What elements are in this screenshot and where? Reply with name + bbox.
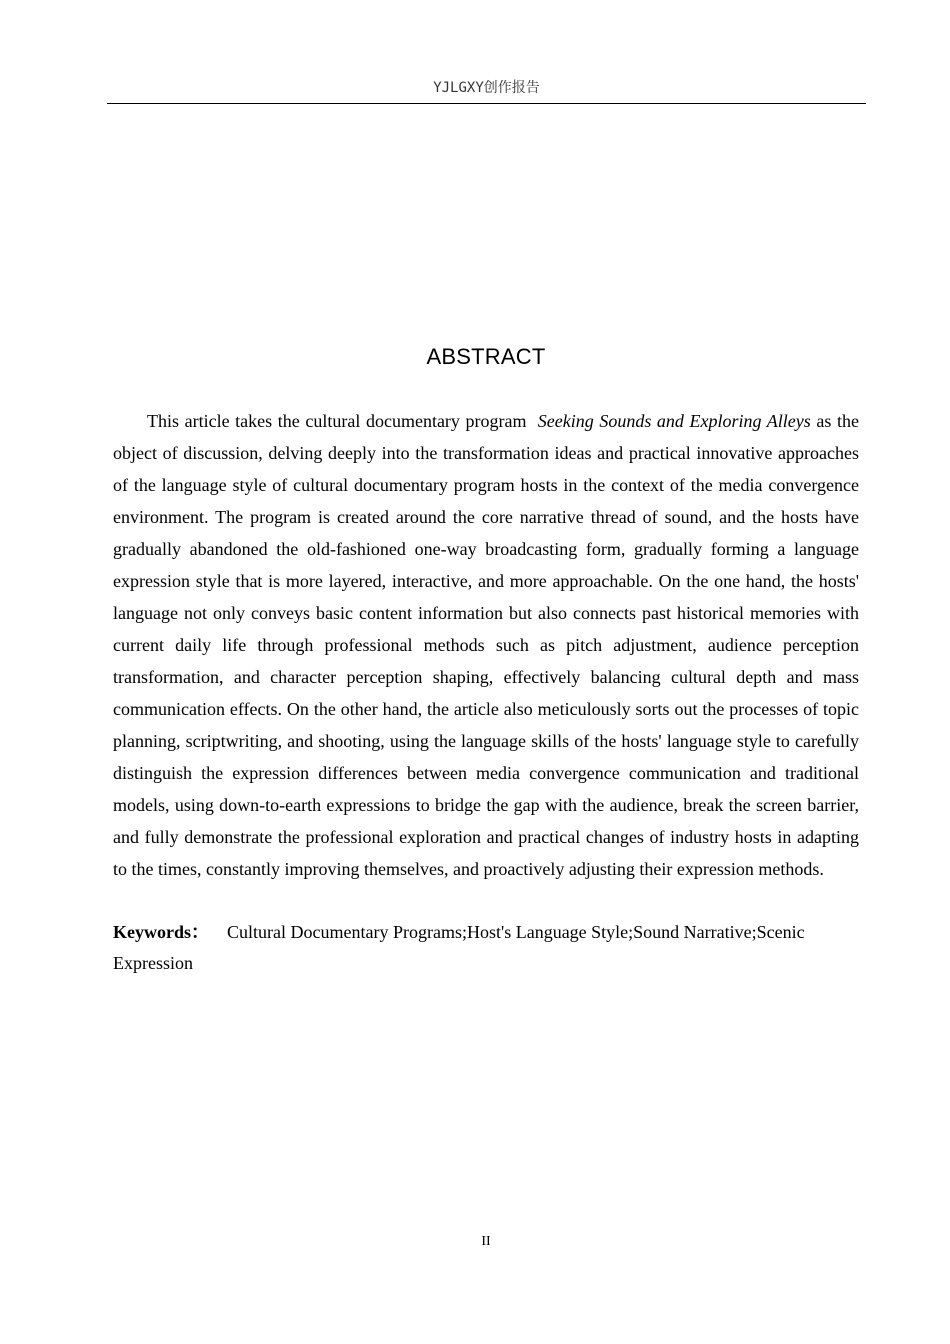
page-number: II (481, 1234, 491, 1249)
page-header (107, 78, 866, 104)
keywords-section (113, 917, 859, 979)
abstract-title: ABSTRACT (426, 344, 546, 369)
program-title: Seeking Sounds and Exploring Alleys (537, 411, 811, 431)
abstract-body-text: as the object of discussion, delving deeply into the transformation ideas and practical innovative approaches of the language style of cultural documentary program hosts in the context of the media convergence environment. The program is created around the core narrative thread of sound, and the hosts have gradually abandoned the old-fashioned one-way broadcasting form, gradually forming a language expression style that is more layered, interactive, and more approachable. On the one hand, the hosts' language not only conveys basic content information but also connects past historical memories with current daily life through professional methods such as pitch adjustment, audience perception transformation, and character perception shaping, effectively balancing cultural depth and mass communication effects. On the other hand, the article also meticulously sorts out the processes of topic planning, scriptwriting, and shooting, using the language skills of the hosts' language style to carefully distinguish the expression differences between media convergence communication and traditional models, using down-to-earth expressions to bridge the gap with the audience, break the screen barrier, and fully demonstrate the professional exploration and practical changes of industry hosts in adapting to the times, constantly improving themselves, and proactively adjusting their expression methods. (113, 411, 859, 879)
header-text: YJLGXY创作报告 (433, 80, 540, 96)
keywords-text: Cultural Documentary Programs;Host's Language Style;Sound Narrative;Scenic Expression (113, 922, 805, 973)
abstract-intro: This article takes the cultural documentary program (147, 411, 527, 431)
abstract-paragraph (113, 405, 859, 885)
keywords-label: Keywords： (113, 922, 209, 942)
